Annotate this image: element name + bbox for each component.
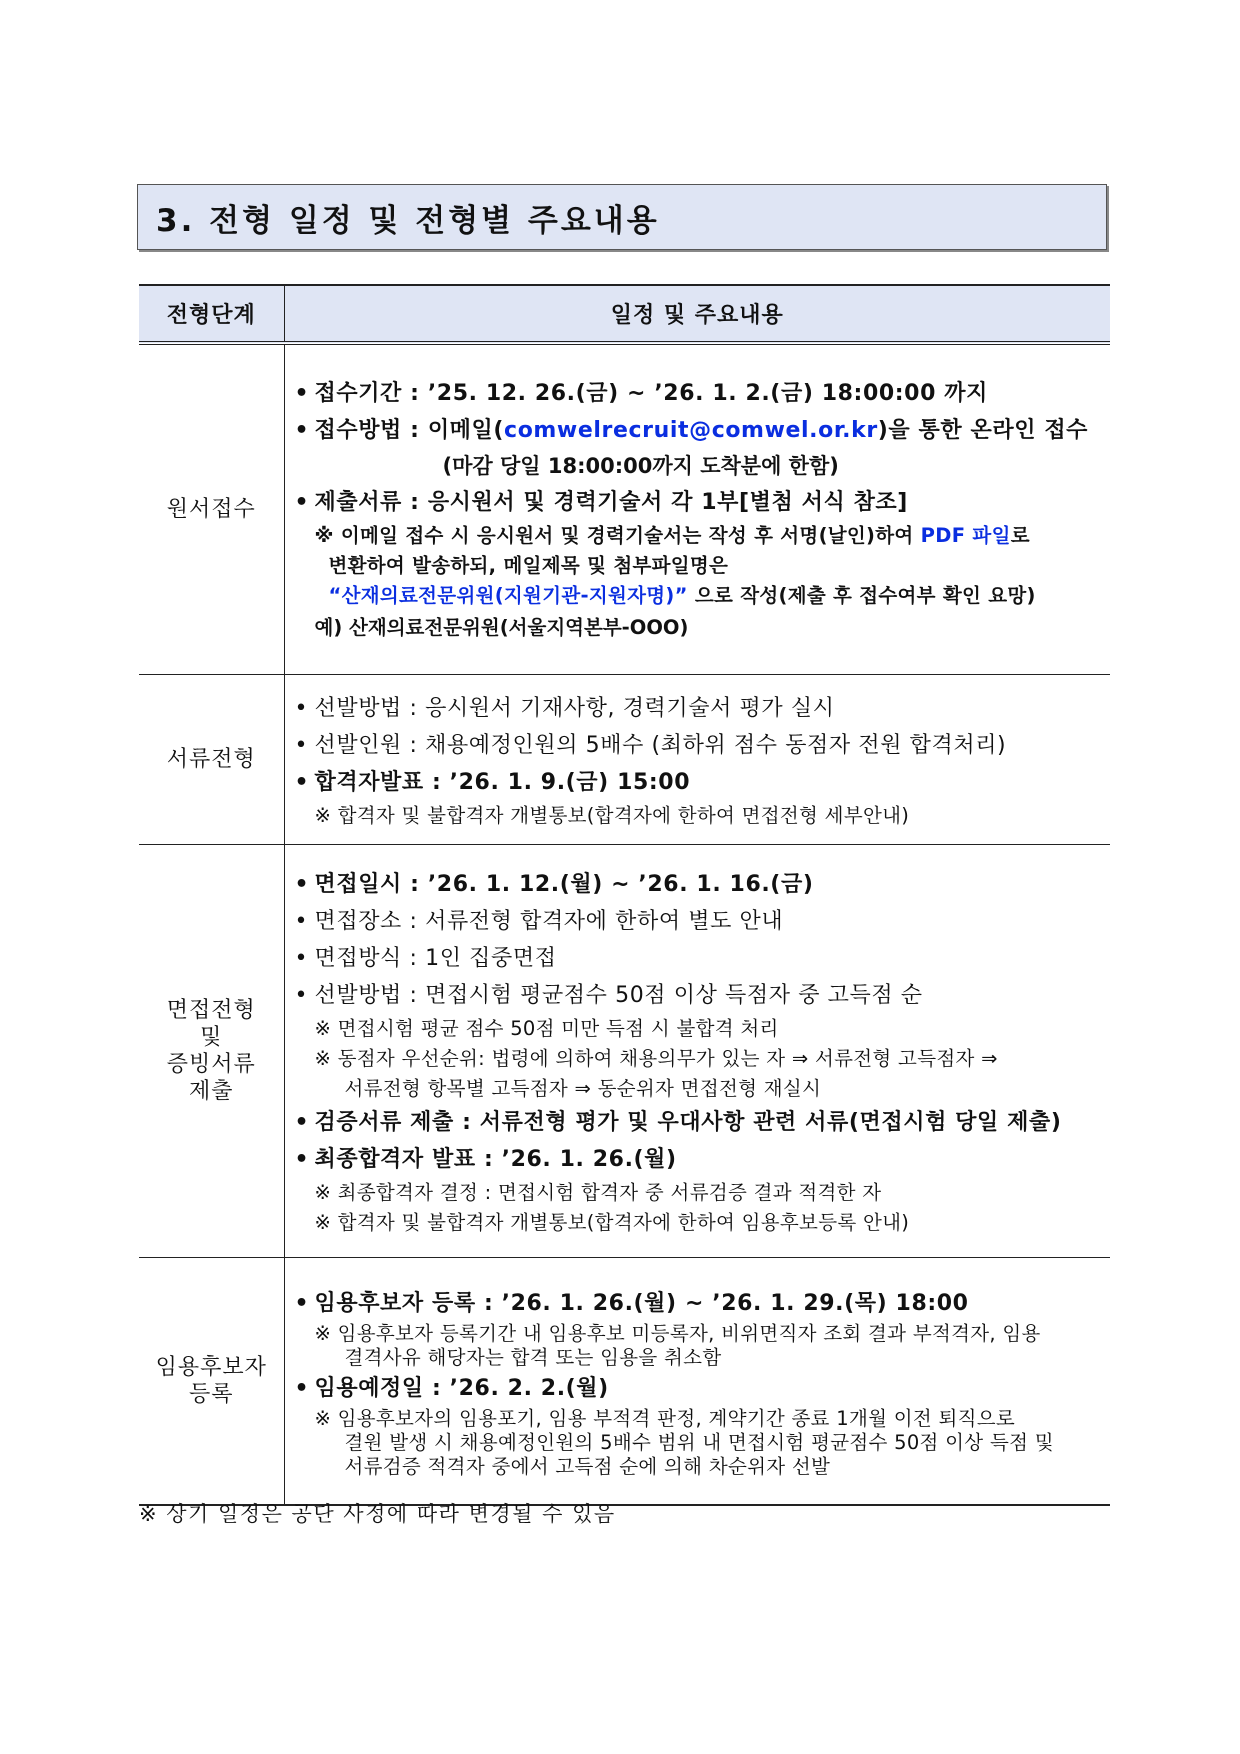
list-item: • 면접일시 : ’26. 1. 12.(월) ~ ’26. 1. 16.(금) bbox=[294, 871, 814, 897]
list-item: • 선발방법 : 면접시험 평균점수 50점 이상 득점자 중 고득점 순 bbox=[294, 982, 923, 1008]
list-item: • 선발인원 : 채용예정인원의 5배수 (최하위 점수 동점자 전원 합격처리) bbox=[294, 732, 1007, 758]
section-title: 3. 전형 일정 및 전형별 주요내용 bbox=[156, 202, 660, 239]
section-title-box bbox=[137, 184, 1107, 250]
list-item: • 선발방법 : 응시원서 기재사항, 경력기술서 평가 실시 bbox=[294, 695, 835, 721]
header-content: 일정 및 주요내용 bbox=[284, 285, 1110, 343]
note-continuation: 서류전형 항목별 고득점자 ⇒ 동순위자 면접전형 재실시 bbox=[344, 1076, 822, 1100]
content-candidate-registration bbox=[284, 1257, 1110, 1505]
note: ※ 동점자 우선순위: 법령에 의하여 채용의무가 있는 자 ⇒ 서류전형 고득점자 ⇒ bbox=[314, 1046, 998, 1070]
list-item: • 임용예정일 : ’26. 2. 2.(월) bbox=[294, 1375, 609, 1401]
note: ※ 합격자 및 불합격자 개별통보(합격자에 한하여 면접전형 세부안내) bbox=[314, 803, 910, 827]
note: ※ 이메일 접수 시 응시원서 및 경력기술서는 작성 후 서명(날인)하여 PDF 파일로 bbox=[314, 524, 1030, 548]
header-stage: 전형단계 bbox=[139, 285, 284, 343]
example-text: 예) 산재의료전문위원(서울지역본부-OOO) bbox=[314, 616, 689, 640]
note: ※ 임용후보자의 임용포기, 임용 부적격 판정, 계약기간 종료 1개월 이전 퇴직으로 bbox=[314, 1406, 1016, 1430]
schedule-table bbox=[139, 284, 1110, 1506]
footnote: ※ 상기 일정은 공단 사정에 따라 변경될 수 있음 bbox=[139, 1502, 616, 1526]
table-row-document-screening bbox=[139, 674, 1110, 844]
list-item: • 면접장소 : 서류전형 합격자에 한하여 별도 안내 bbox=[294, 908, 784, 934]
note: ※ 임용후보자 등록기간 내 임용후보 미등록자, 비위면직자 조회 결과 부적격자, 임용 bbox=[314, 1321, 1041, 1345]
stage-application: 원서접수 bbox=[139, 343, 284, 674]
note: ※ 최종합격자 결정 : 면접시험 합격자 중 서류검증 결과 적격한 자 bbox=[314, 1180, 882, 1204]
list-item: • 면접방식 : 1인 집중면접 bbox=[294, 945, 557, 971]
note: ※ 합격자 및 불합격자 개별통보(합격자에 한하여 임용후보등록 안내) bbox=[314, 1210, 910, 1234]
stage-candidate-registration: 임용후보자 등록 bbox=[139, 1257, 284, 1505]
note: ※ 면접시험 평균 점수 50점 미만 득점 시 불합격 처리 bbox=[314, 1016, 779, 1040]
list-item: • 제출서류 : 응시원서 및 경력기술서 각 1부[별첨 서식 참조] bbox=[294, 490, 908, 516]
content-application bbox=[284, 343, 1110, 674]
note-continuation: “산재의료전문위원(지원기관-지원자명)” 으로 작성(제출 후 접수여부 확인 요망) bbox=[328, 584, 1036, 608]
content-document-screening bbox=[284, 674, 1110, 844]
list-item-continuation: (마감 당일 18:00:00까지 도착분에 한함) bbox=[442, 454, 839, 479]
note-continuation: 변환하여 발송하되, 메일제목 및 첨부파일명은 bbox=[328, 554, 729, 578]
stage-interview: 면접전형 및 증빙서류 제출 bbox=[139, 844, 284, 1257]
list-item: • 임용후보자 등록 : ’26. 1. 26.(월) ~ ’26. 1. 29.(목) 18:00 bbox=[294, 1290, 969, 1316]
table-row-interview bbox=[139, 844, 1110, 1257]
table-header-row bbox=[139, 285, 1110, 343]
list-item: • 합격자발표 : ’26. 1. 9.(금) 15:00 bbox=[294, 769, 691, 795]
table-row-application bbox=[139, 343, 1110, 674]
content-interview bbox=[284, 844, 1110, 1257]
list-item: • 접수기간 : ’25. 12. 26.(금) ~ ’26. 1. 2.(금) 18:00:00 까지 bbox=[294, 381, 988, 407]
note-continuation: 서류검증 적격자 중에서 고득점 순에 의해 차순위자 선발 bbox=[344, 1454, 831, 1478]
note-continuation: 결격사유 해당자는 합격 또는 임용을 취소함 bbox=[344, 1345, 722, 1369]
email-link[interactable]: comwelrecruit@comwel.or.kr bbox=[504, 418, 878, 444]
note-continuation: 결원 발생 시 채용예정인원의 5배수 범위 내 면접시험 평균점수 50점 이상 득점 및 bbox=[344, 1430, 1054, 1454]
table-row-candidate-registration bbox=[139, 1257, 1110, 1505]
stage-document-screening: 서류전형 bbox=[139, 674, 284, 844]
list-item: • 검증서류 제출 : 서류전형 평가 및 우대사항 관련 서류(면접시험 당일 제출) bbox=[294, 1109, 1062, 1135]
list-item: • 최종합격자 발표 : ’26. 1. 26.(월) bbox=[294, 1146, 677, 1172]
list-item: • 접수방법 : 이메일(comwelrecruit@comwel.or.kr)을 통한 온라인 접수 bbox=[294, 418, 1089, 444]
